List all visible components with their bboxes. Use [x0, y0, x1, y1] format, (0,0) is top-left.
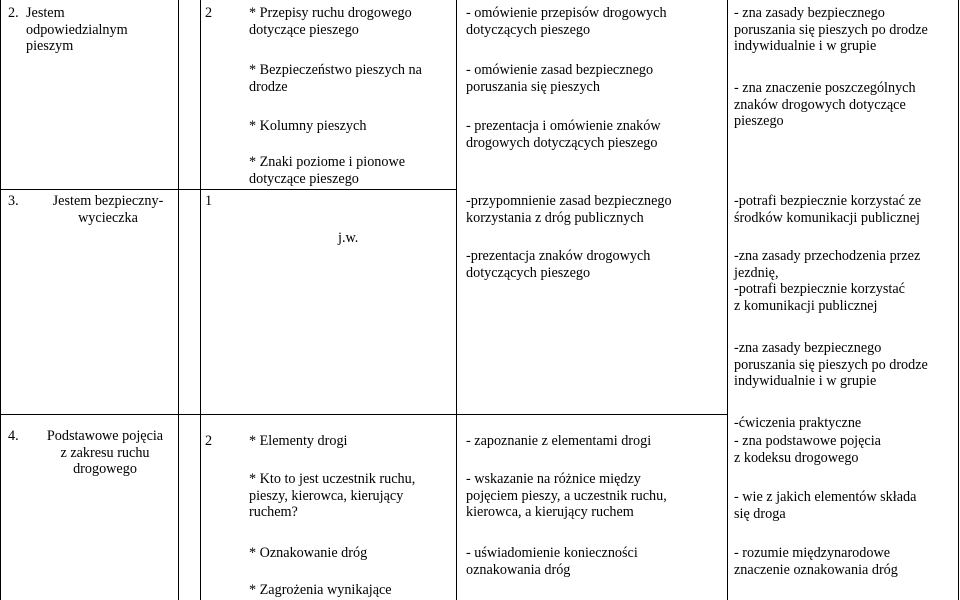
- lesson-number: 4.: [8, 428, 19, 444]
- table-border-col1: [178, 0, 179, 600]
- topic-item: * Znaki poziome i pionowe dotyczące pieszego: [249, 154, 406, 187]
- content-item: - zapoznanie z elementami drogi: [466, 433, 652, 449]
- topic-item: j.w.: [338, 230, 359, 246]
- lesson-title: Jestem bezpieczny- wycieczka: [52, 193, 164, 226]
- topic-item: * Kto to jest uczestnik ruchu, pieszy, kierowca, kierujący ruchem?: [249, 471, 416, 520]
- content-item: - prezentacja i omówienie znaków drogowych dotyczących pieszego: [466, 118, 661, 151]
- table-border-col3: [456, 0, 457, 600]
- outcome-item: - rozumie międzynarodowe znaczenie oznakowania dróg: [734, 545, 898, 578]
- table-border-right: [958, 0, 959, 600]
- outcome-item: - zna podstawowe pojęcia z kodeksu drogowego: [734, 433, 881, 466]
- outcome-item: - zna zasady bezpiecznego poruszania się pieszych po drodze indywidualnie i w grupie: [734, 5, 928, 54]
- content-item: - wskazanie na różnice między pojęciem pieszy, a uczestnik ruchu, kierowca, a kierujący ruchem: [466, 471, 667, 520]
- content-item: - uświadomienie konieczności oznakowania dróg: [466, 545, 638, 578]
- row-divider-2: [0, 414, 727, 415]
- content-item: -prezentacja znaków drogowych dotyczących pieszego: [466, 248, 651, 281]
- outcome-item: -ćwiczenia praktyczne: [734, 415, 862, 431]
- content-item: -przypomnienie zasad bezpiecznego korzystania z dróg publicznych: [466, 193, 672, 226]
- hours-value: 1: [205, 193, 213, 209]
- outcome-item: - wie z jakich elementów składa się droga: [734, 489, 917, 522]
- outcome-item: -potrafi bezpiecznie korzystać ze środków komunikacji publicznej: [734, 193, 922, 226]
- row-divider-1b: [200, 189, 456, 190]
- topic-item: * Bezpieczeństwo pieszych na drodze: [249, 62, 422, 95]
- row-divider-1: [0, 189, 178, 190]
- topic-item: * Przepisy ruchu drogowego dotyczące pieszego: [249, 5, 412, 38]
- lesson-number: 3.: [8, 193, 19, 209]
- outcome-item: -zna zasady przechodzenia przez jezdnię, -potrafi bezpiecznie korzystać z komunikacji publicznej: [734, 248, 921, 314]
- topic-item: * Elementy drogi: [249, 433, 348, 449]
- table-border-left: [0, 0, 1, 600]
- outcome-item: - zna znaczenie poszczególnych znaków drogowych dotyczące pieszego: [734, 80, 916, 129]
- lesson-number: 2.: [8, 5, 19, 21]
- table-border-col4: [727, 0, 728, 600]
- topic-item: * Zagrożenia wynikające: [249, 582, 392, 598]
- topic-item: * Oznakowanie dróg: [249, 545, 368, 561]
- hours-value: 2: [205, 433, 213, 449]
- lesson-title: Podstawowe pojęcia z zakresu ruchu drogowego: [46, 428, 164, 477]
- row-divider-1c: [178, 189, 200, 190]
- outcome-item: -zna zasady bezpiecznego poruszania się pieszych po drodze indywidualnie i w grupie: [734, 340, 928, 389]
- hours-value: 2: [205, 5, 213, 21]
- content-item: - omówienie przepisów drogowych dotyczących pieszego: [466, 5, 667, 38]
- content-item: - omówienie zasad bezpiecznego poruszania się pieszych: [466, 62, 654, 95]
- table-border-col2: [200, 0, 201, 600]
- lesson-title: Jestem odpowiedzialnym pieszym: [26, 5, 128, 54]
- topic-item: * Kolumny pieszych: [249, 118, 367, 134]
